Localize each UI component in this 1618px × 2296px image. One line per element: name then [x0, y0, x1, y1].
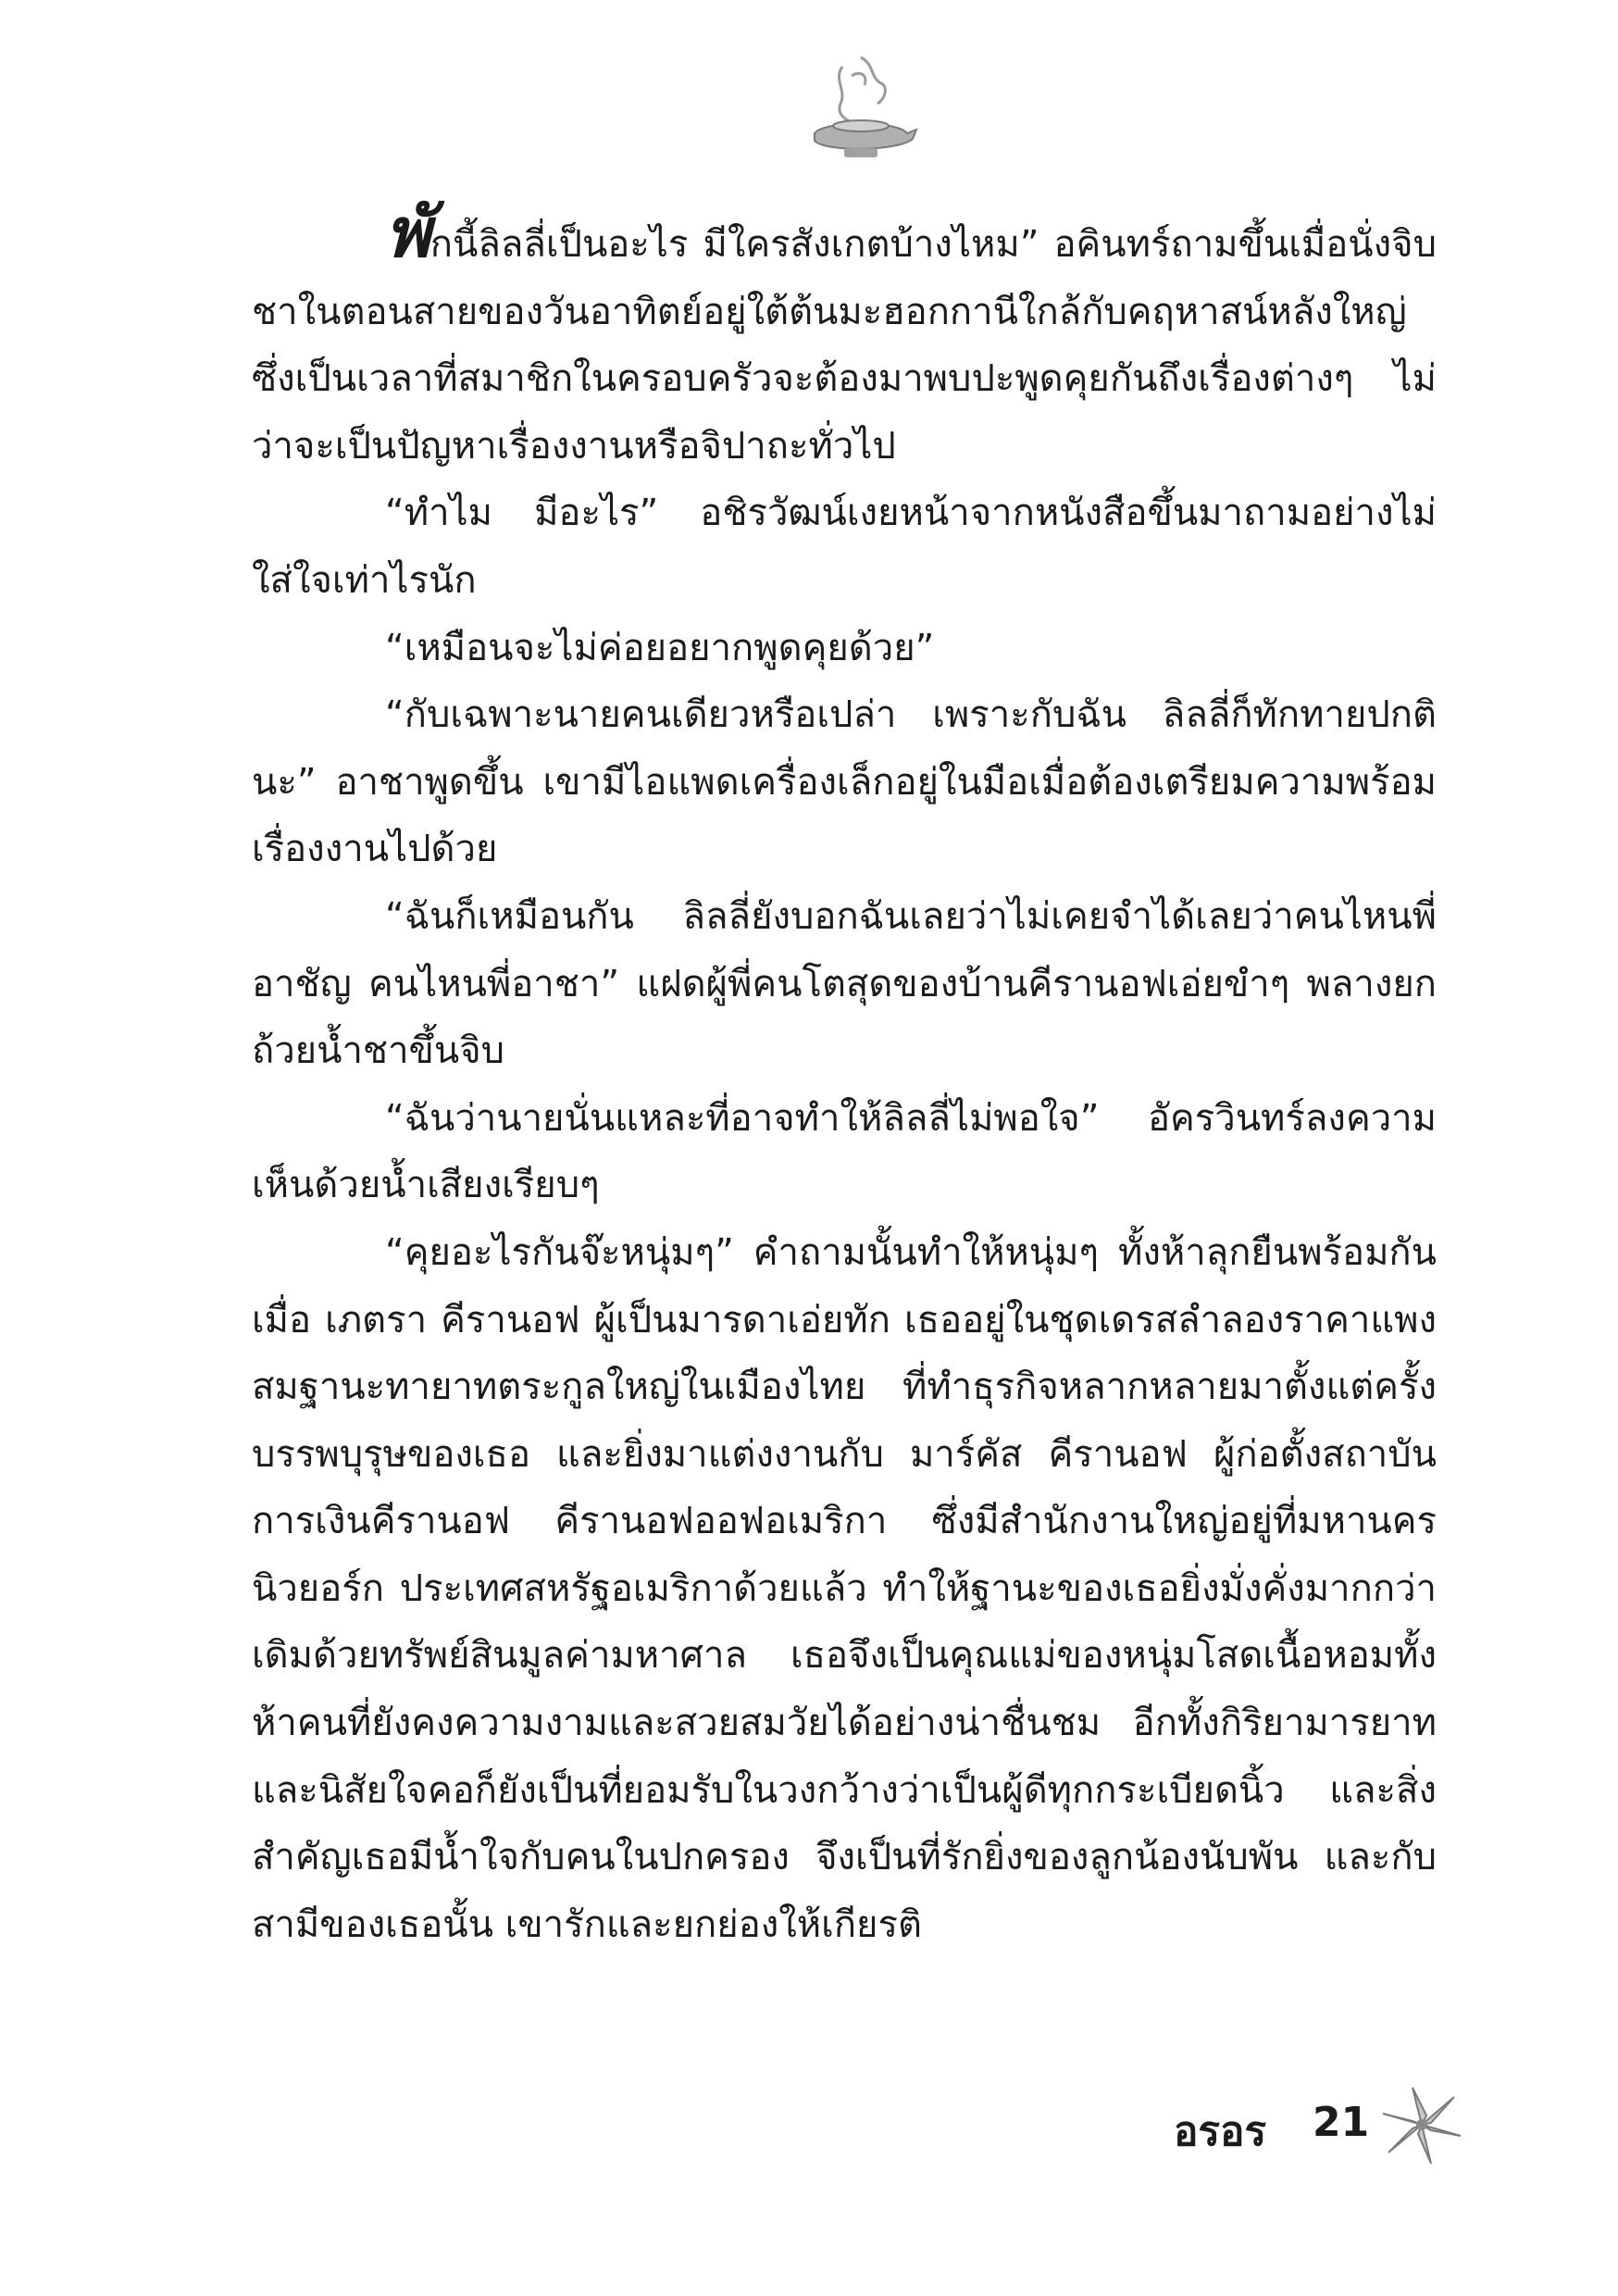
paragraph: “คุยอะไรกันจ๊ะหนุ่มๆ” คำถามนั้นทำให้หนุ่มๆ ทั้งห้าลุกยืนพร้อมกันเมื่อ เภตรา คีรานอฟ ผู้เป็นมารดาเอ่ยทัก เธออยู่ในชุดเดรสลำลองราคาแพงสมฐานะทายาทตระกูลใหญ่ในเมืองไทย ที่ทำธุรกิจหลากหลายมาตั้งแต่ครั้งบรรพบุรุษของเธอ และยิ่งมาแต่งงานกับ มาร์คัส คีรานอฟ ผู้ก่อตั้งสถาบันการเงินคีรานอฟ คีรานอฟออฟอเมริกา ซึ่งมีสำนักงานใหญ่อยู่ที่มหานครนิวยอร์ก ประเทศสหรัฐอเมริกาด้วยแล้ว ทำให้ฐานะของเธอยิ่งมั่งคั่งมากกว่าเดิมด้วยทรัพย์สินมูลค่ามหาศาล เธอจึงเป็นคุณแม่ของหนุ่มโสดเนื้อหอมทั้งห้าคนที่ยังคงความงามและสวยสมวัยได้อย่างน่าชื่นชม อีกทั้งกิริยามารยาทและนิสัยใจคอก็ยังเป็นที่ยอมรับในวงกว้างว่าเป็นผู้ดีทุกกระเบียดนิ้ว และสิ่งสำคัญเธอมีน้ำใจกับคนในปกครอง จึงเป็นที่รักยิ่งของลูกน้องนับพัน และกับสามีของเธอนั้น เขารักและยกย่องให้เกียรติ	[252, 1230, 1437, 1946]
paragraph: “เหมือนจะไม่ค่อยอยากพูดคุยด้วย”	[385, 626, 935, 669]
page-number: 21	[1313, 2099, 1370, 2146]
paragraph	[252, 193, 1437, 480]
book-title: อรอร	[1174, 2108, 1267, 2155]
body-text	[252, 193, 1437, 1958]
drop-cap: พั	[385, 193, 430, 273]
paragraph: “ฉันว่านายนั่นแหละที่อาจทำให้ลิลลี่ไม่พอใจ” อัครวินทร์ลงความเห็นด้วยน้ำเสียงเรียบๆ	[252, 1096, 1437, 1207]
paragraph: “ทำไม มีอะไร” อชิรวัฒน์เงยหน้าจากหนังสือขึ้นมาถามอย่างไม่ใส่ใจเท่าไรนัก	[252, 492, 1437, 602]
genie-lamp-icon	[796, 48, 926, 168]
paragraph-text: กนี้ลิลลี่เป็นอะไร มีใครสังเกตบ้างไหม” อคินทร์ถามขึ้นเมื่อนั่งจิบชาในตอนสายของวันอาทิตย์อยู่ใต้ต้นมะฮอกกานีใกล้กับคฤหาสน์หลังใหญ่ ซึ่งเป็นเวลาที่สมาชิกในครอบครัวจะต้องมาพบปะพูดคุยกันถึงเรื่องต่างๆ ไม่ว่าจะเป็นปัญหาเรื่องงานหรือจิปาถะทั่วไป	[252, 223, 1437, 468]
paragraph: “กับเฉพาะนายคนเดียวหรือเปล่า เพราะกับฉัน ลิลลี่ก็ทักทายปกตินะ” อาชาพูดขึ้น เขามีไอแพดเครื่องเล็กอยู่ในมือเมื่อต้องเตรียมความพร้อมเรื่องงานไปด้วย	[252, 693, 1437, 871]
lily-flower-icon	[1375, 2078, 1468, 2171]
paragraph: “ฉันก็เหมือนกัน ลิลลี่ยังบอกฉันเลยว่าไม่เคยจำได้เลยว่าคนไหนพี่อาชัญ คนไหนพี่อาชา” แฝดผู้พี่คนโตสุดของบ้านคีรานอฟเอ่ยขำๆ พลางยกถ้วยน้ำชาขึ้นจิบ	[252, 894, 1437, 1073]
